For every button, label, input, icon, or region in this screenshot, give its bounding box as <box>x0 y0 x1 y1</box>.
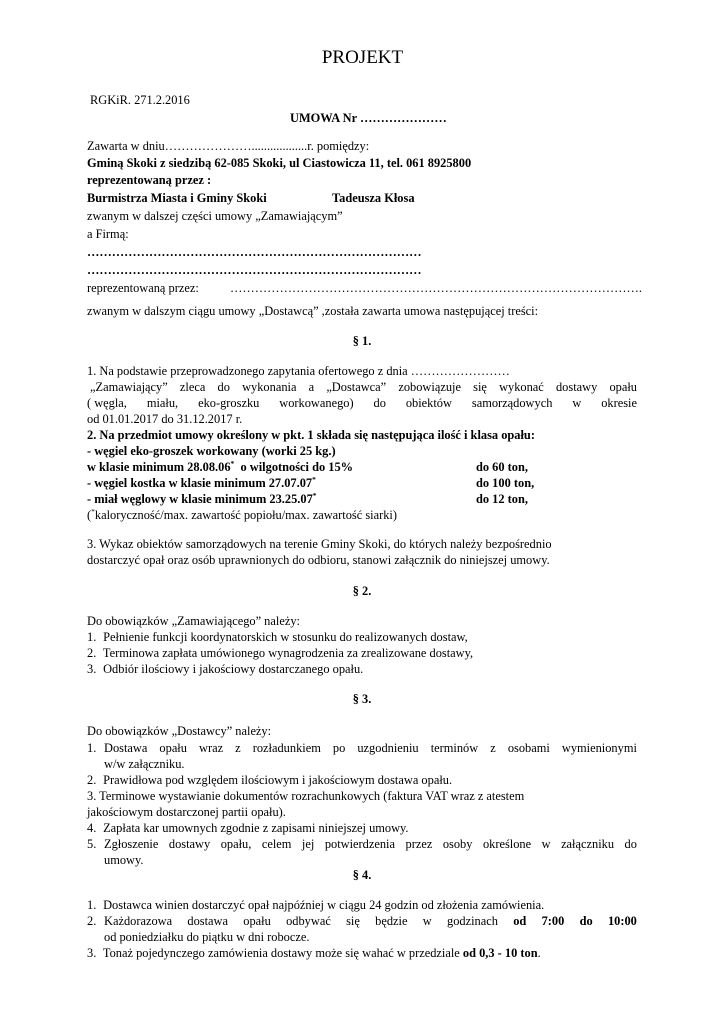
s3-item-4: 4. Zapłata kar umownych zgodnie z zapisami niniejszej umowy. <box>87 821 409 835</box>
word: w <box>572 396 582 410</box>
s1-point1-line1: 1. Na podstawie przeprowadzonego zapytania ofertowego z dnia …………………… <box>87 364 510 378</box>
section-1-heading: § 1. <box>352 334 372 348</box>
word: jej <box>301 837 315 851</box>
s2-item-2: 2. Terminowa zapłata umówionego wynagrodzenia za zrealizowane dostawy, <box>87 646 474 660</box>
word: w <box>541 837 551 851</box>
word: zobowiązuje <box>398 380 461 394</box>
s3-item-2: 2. Prawidłowa pod względem ilościowym i jakościowym dostawa opału. <box>87 773 453 787</box>
s4-item-2-line1 <box>104 913 637 929</box>
class-footnote: (*kaloryczność/max. zawartość popiołu/max. zawartość siarki) <box>87 506 397 522</box>
eco-pea-coal-class: w klasie minimum 28.08.06* o wilgotności do 15% <box>87 458 354 474</box>
s2-intro: Do obowiązków „Zamawiającego” należy: <box>87 614 300 628</box>
firm-address-placeholder: ……………………………………………………………………… <box>87 263 422 277</box>
word: do <box>217 380 230 394</box>
bold-word: do <box>579 914 593 928</box>
word: dostawa <box>187 914 228 928</box>
party-municipality: Gminą Skoki z siedzibą 62-085 Skoki, ul Ciastowicza 11, tel. 061 8925800 <box>87 156 472 170</box>
bold-word: 10:00 <box>607 914 637 928</box>
word: się <box>473 380 487 394</box>
word: określone <box>482 837 532 851</box>
section-3-heading: § 3. <box>352 692 372 706</box>
s3-item-1-number: 1. <box>87 741 97 755</box>
s3-item-1-line1 <box>104 740 637 756</box>
section-4-heading: § 4. <box>352 868 372 882</box>
s1-point3-line1: 3. Wykaz obiektów samorządowych na terenie Gminy Skoki, do których należy bezpośrednio <box>87 537 552 551</box>
word: się <box>346 914 360 928</box>
fine-coal-class: - miał węglowy w klasie minimum 23.25.07* <box>87 490 317 506</box>
word: wykonać <box>499 380 544 394</box>
lump-coal-class: - węgiel kostka w klasie minimum 27.07.07* <box>87 474 316 490</box>
word: do <box>624 837 637 851</box>
firm-represented-label: reprezentowaną przez: <box>87 281 199 295</box>
word: opału <box>243 914 271 928</box>
word: wraz <box>199 741 224 755</box>
word: eko-groszku <box>198 396 260 410</box>
word: godzinach <box>447 914 498 928</box>
firm-represented-placeholder: ………………………………………………………………………………………. <box>230 281 642 295</box>
supplier-alias: zwanym w dalszym ciągu umowy „Dostawcą” ,została zawarta umowa następującej treści: <box>87 304 539 318</box>
word: dostawy <box>168 837 211 851</box>
word: Zgłoszenie <box>104 837 159 851</box>
fine-coal-quantity: do 12 ton, <box>476 492 528 506</box>
mayor-title: Burmistrza Miasta i Gminy Skoki <box>87 191 267 205</box>
word: samorządowych <box>471 396 553 410</box>
word: osobami <box>507 741 550 755</box>
word: miału, <box>146 396 179 410</box>
word: po <box>332 741 346 755</box>
word: w <box>422 914 432 928</box>
word: osoby <box>442 837 473 851</box>
concluded-date-line: Zawarta w dniu…………………..................r. pomiędzy: <box>87 139 370 153</box>
s3-item-5-line2: umowy. <box>104 853 144 867</box>
s3-intro: Do obowiązków „Dostawcy” należy: <box>87 724 272 738</box>
s3-item-3-line1: 3. Terminowe wystawianie dokumentów rozrachunkowych (faktura VAT wraz z atestem <box>87 789 525 803</box>
firm-name-placeholder: ……………………………………………………………………… <box>87 245 422 259</box>
s1-point1-line3 <box>87 395 637 411</box>
section-2-heading: § 2. <box>352 584 372 598</box>
s1-point1-line2 <box>90 379 637 395</box>
s1-point1-line4: od 01.01.2017 do 31.12.2017 r. <box>87 412 243 426</box>
bold-word: 7:00 <box>541 914 565 928</box>
document-title: PROJEKT <box>321 47 404 68</box>
word: do <box>373 396 386 410</box>
s3-item-3-line2: jakościowym dostarczonej partii opału). <box>87 805 286 819</box>
s2-item-1: 1. Pełnienie funkcji koordynatorskich w stosunku do realizowanych dostaw, <box>87 630 468 644</box>
word: workowanego) <box>279 396 354 410</box>
word: przez <box>405 837 433 851</box>
word: Dostawa <box>104 741 148 755</box>
bold-word: od <box>513 914 527 928</box>
word: terminów <box>430 741 479 755</box>
word: załączniku <box>561 837 615 851</box>
lump-coal-quantity: do 100 ton, <box>476 476 535 490</box>
s3-item-5-line1 <box>104 836 637 852</box>
contract-number: UMOWA Nr ………………… <box>290 111 447 125</box>
word: potwierdzenia <box>324 837 395 851</box>
mayor-name: Tadeusza Kłosa <box>332 191 415 205</box>
word: uzgodnieniu <box>357 741 419 755</box>
eco-pea-coal-quantity: do 60 ton, <box>476 460 528 474</box>
word: opału, <box>220 837 252 851</box>
s4-item-2-number: 2. <box>87 914 97 928</box>
reference-number: RGKiR. 271.2.2016 <box>90 93 190 107</box>
word: będzie <box>375 914 408 928</box>
word: okresie <box>601 396 637 410</box>
ordering-party-alias: zwanym w dalszej części umowy „Zamawiającym” <box>87 209 343 223</box>
word: dostawy <box>555 380 598 394</box>
word: ( węgla, <box>87 396 127 410</box>
firm-label: a Firmą: <box>87 227 129 241</box>
s2-item-3: 3. Odbiór ilościowy i jakościowy dostarczanego opału. <box>87 662 364 676</box>
represented-by-label: reprezentowaną przez : <box>87 173 212 187</box>
word: wymienionymi <box>561 741 637 755</box>
word: rozładunkiem <box>252 741 321 755</box>
word: zleca <box>179 380 206 394</box>
s4-item-3: 3. Tonaż pojedynczego zamówienia dostawy może się wahać w przedziale od 0,3 - 10 ton. <box>87 946 541 960</box>
s3-item-5-number: 5. <box>87 837 97 851</box>
word: opału <box>609 380 637 394</box>
word: „Zamawiający” <box>90 380 168 394</box>
word: „Dostawca” <box>326 380 387 394</box>
word: celem <box>261 837 292 851</box>
s3-item-1-line2: w/w załączniku. <box>104 757 185 771</box>
s4-item-2-line2: od poniedziałku do piątku w dni robocze. <box>104 930 310 944</box>
word: z <box>490 741 496 755</box>
word: odbywać <box>286 914 331 928</box>
word: z <box>235 741 241 755</box>
word: obiektów <box>405 396 452 410</box>
word: wykonania <box>242 380 297 394</box>
s1-point3-line2: dostarczyć opał oraz osób uprawnionych do odbioru, stanowi załącznik do niniejszej umowy. <box>87 553 550 567</box>
s4-item-1: 1. Dostawca winien dostarczyć opał najpóźniej w ciągu 24 godzin od złożenia zamówienia. <box>87 898 545 912</box>
word: Każdorazowa <box>104 914 173 928</box>
s1-point2: 2. Na przedmiot umowy określony w pkt. 1 składa się następująca ilość i klasa opału: <box>87 428 535 442</box>
word: a <box>308 380 315 394</box>
word: opału <box>159 741 187 755</box>
eco-pea-coal-label: - węgiel eko-groszek workowany (worki 25 kg.) <box>87 444 336 458</box>
